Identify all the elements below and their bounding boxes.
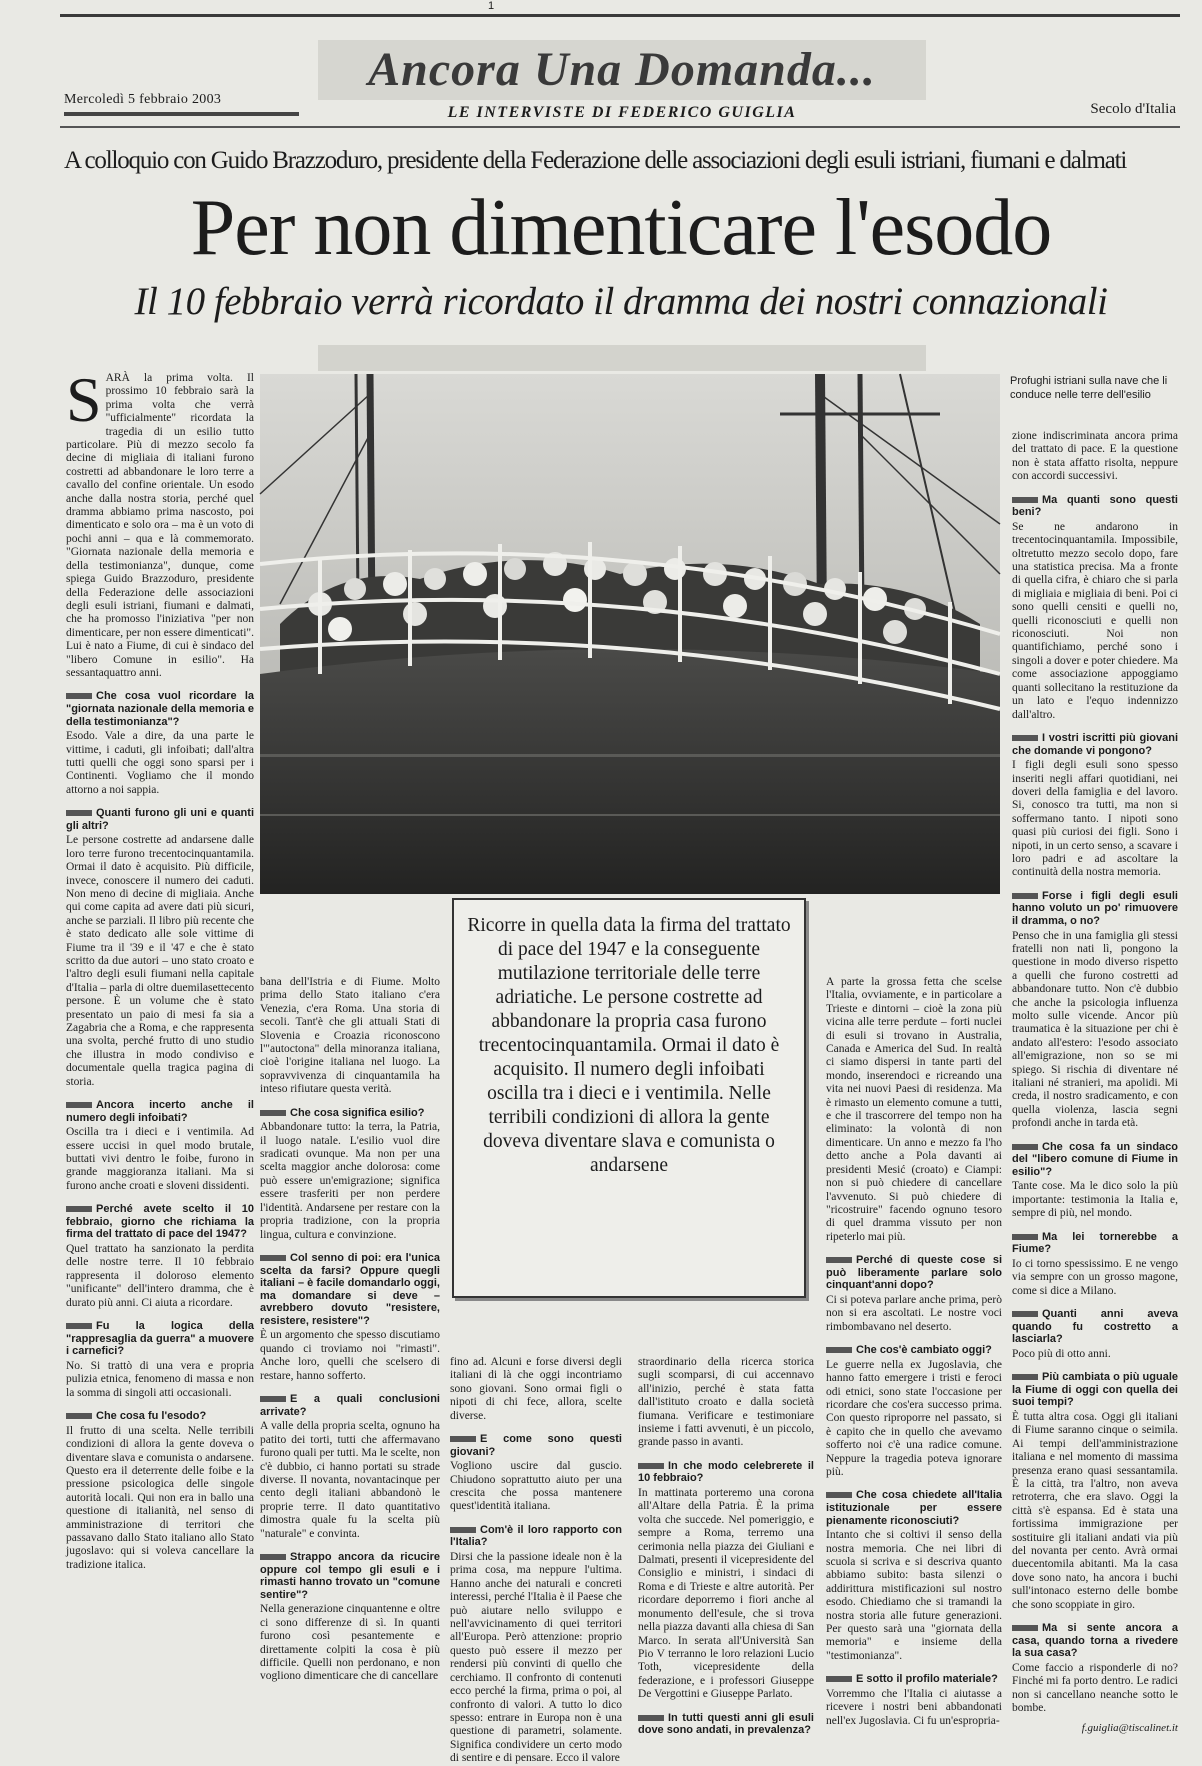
answer: I figli degli esuli sono spesso inseriti negli affari quotidiani, nei doveri della famiglia e del lavoro. Si, conosco tra tutti, ma non si soffermano tanto. I nipoti sono quasi più curiosi dei figli. Sono i nipoti, in un certo senso, a scavare i loro padri e ad ascoltare la continuità della nostra memoria.	[1012, 759, 1178, 879]
answer: Le guerre nella ex Jugoslavia, che hanno fatto emergere i tristi e feroci odi etnici, sono state l'occasione per ricordare che cos'era successo prima. Con questo riproporre nel passato, si è capito che in quello che avevamo sofferto noi c'è una radice comune. Neppure la tragedia poteva ignorare più.	[826, 1358, 1002, 1478]
question: E sotto il profilo materiale?	[826, 1673, 1002, 1686]
date-rule	[64, 112, 299, 116]
column-2	[260, 976, 440, 1744]
answer: Le persone costrette ad andarsene dalle loro terre furono trecentocinquantamila. Ormai il dato è acquisito. Più difficile, invece, conoscere il numero dei caduti. Non meno di decine di migliaia. Anche qui come capita ad avere dati più sicuri, anche se parziali. Il libro più recente che è stato dedicato alle sole vittime di Fiume tra il '39 e il '47 e che è stato scritto da due autori – uno stato croato e l'altro degli esuli fiumani nella capitale d'Italia – parla di oltre duemilasettecento persone. È un volume che è stato presentato un paio di mesi fa sia a Zagabria che a Roma, e che rappresenta una svolta, perché frutto di uno studio che illustra in modo condiviso e documentale quella tragica pagina di storia.	[66, 834, 254, 1088]
answer: Vorremmo che l'Italia ci aiutasse a ricevere i nostri beni abbandonati nell'ex Jugoslavia. Ci fu un'espropria-	[826, 1687, 1002, 1727]
answer: Dirsi che la passione ideale non è la prima cosa, ma neppure l'ultima. Hanno anche dei naturali e concreti interessi, perché l'Italia è il Paese che può aiutare nello sviluppo e nell'avvicinamento di quei territori all'Europa. Però attenzione: proprio questo può essere il mezzo per rendersi più convinti di quello che cerchiamo. Il confronto di contenuti ecco perché la firma, prima o poi, al confronto di valori. A tutto lo dico spesso: entrare in Europa non è una questione di parametri, solamente. Significa condividere un certo modo di sentire e di pensare. Ecco il valore	[450, 1551, 622, 1765]
question: Che cosa vuol ricordare la "giornata nazionale della memoria e della testimonianza"?	[66, 690, 254, 728]
question: Fu la logica della "rappresaglia da guerra" a muovere i carnefici?	[66, 1320, 254, 1358]
intro-paragraph: ARÀ la prima volta. Il prossimo 10 febbraio sarà la prima volta che verrà "ufficialmente" ricordata la tragedia di un esilio tutto particolare. Più di mezzo secolo fa decine di migliaia di italiani furono costretti ad abbandonare le loro terre a cavallo del confine orientale. Un esodo anche dalla nostra storia, perché quel dramma abbiamo prima nascosto, poi dimenticato e solo ora – ma è un voto di pochi anni – qua e là commemorato. "Giornata nazionale della memoria e della testimonianza", dunque, come spiega Guido Brazzoduro, presidente della Federazione delle associazioni degli esuli istriani, fiumani e dalmati, che ha promosso l'iniziativa "per non dimenticare, per non essere dimenticati". Lui è nato a Fiume, di cui è sindaco del "libero Comune in esilio". Ha sessantaquattro anni.	[66, 372, 254, 679]
answer: Io ci torno spessissimo. E ne vengo via sempre con un grosso magone, come si dice a Milano.	[1012, 1257, 1178, 1297]
question: Perché di queste cose si può liberamente parlare solo cinquant'anni dopo?	[826, 1254, 1002, 1292]
issue-date: Mercoledì 5 febbraio 2003	[64, 92, 222, 107]
answer: Poco più di otto anni.	[1012, 1347, 1111, 1360]
answer: Abbandonare tutto: la terra, la Patria, il luogo natale. L'esilio vuol dire sradicati ovunque. Ma non per una scelta maggior anche dolorosa: come può essere un'emigrazione; significa essere trasferiti per non perdere l'identità. Andarsene per restare con la propria tradizione, con la propria lingua, cultura e convinzione.	[260, 1121, 440, 1241]
question: Quanti anni aveva quando fu costretto a lasciarla?	[1012, 1308, 1178, 1346]
question: Col senno di poi: era l'unica scelta da farsi? Oppure quegli italiani – è facile domandarlo oggi, ma domandare si deve – avrebbero dovuto "resistere, resistere, resistere"?	[260, 1251, 440, 1327]
rubric-subtitle: LE INTERVISTE DI FEDERICO GUIGLIA	[447, 104, 797, 121]
paragraph: A parte la grossa fetta che scelse l'Italia, ovviamente, e in particolare a Trieste e dintorni – cioè la zona più vicina alle terre perdute – forti nuclei di esuli si trovano in Australia, Canada e America del Sud. In realtà ci siamo dispersi in tante parti del mondo, inserendoci e ricreando una vita nei nuovi Paesi di residenza. Ma è rimasto un elemento comune a tutti, e che il trascorrere del tempo non ha eliminato: la volontà di non dimenticare. Un anno e mezzo fa l'ho detto anche a Pola davanti ai presidenti Mesić (croato) e Ciampi: non si può chiedere di cancellare l'avvenuto. Si può chiedere di "ricostruire" facendo ognuno tesoro di quel dramma vissuto per non ripeterlo mai più.	[826, 976, 1002, 1243]
answer: Se ne andarono in trecentocinquantamila. Impossibile, oltretutto mezzo secolo dopo, fare una statistica precisa. Ma a fronte di quella cifra, è chiaro che si parla di migliaia e migliaia di beni. Poi ci sono quelli censiti e quelli no, quelli riconosciuti e quelli non riconosciuti. Noi non quantifichiamo, perché sono i singoli a dover e poter chiedere. Ma come associazione appoggiamo quanti sollecitano la restituzione da un lato e l'equo indennizzo dall'altro.	[1012, 520, 1178, 721]
question: Che cosa fu l'esodo?	[66, 1410, 254, 1423]
header-rule	[60, 126, 1180, 128]
pull-quote-box	[452, 898, 806, 1298]
question: I vostri iscritti più giovani che domande vi pongono?	[1012, 731, 1178, 757]
paragraph: bana dell'Istria e di Fiume. Molto prima dello Stato italiano c'era Venezia, c'era Roma. Una storia di secoli. Tant'è che gli attuali Stati di Slovenia e Croazia riconoscono l'"autoctona" della minoranza italiana, cioè l'origine italiana nel luogo. La sopravvivenza di cinquantamila ha inteso rifiutare questa verità.	[260, 976, 440, 1096]
answer: Penso che in una famiglia gli stessi fratelli non nati lì, pongono la questione in modo diverso rispetto a quelli che furono costretti ad abbandonare tutto. Non c'è dubbio che anche la psicologia influenza molto sulle vicende. Ancor più traumatica è la situazione per chi è andato all'estero: l'esodo associato all'emigrazione, non so se mi spiego. Si rischia di diventare né italiani né stranieri, ma apolidi. Mi creda, il nostro sradicamento, e con quella violenza, lascia segni profondi anche in tarda età.	[1012, 929, 1178, 1130]
answer: Il frutto di una scelta. Nelle terribili condizioni di allora la gente doveva o diventare slava e comunista o andarsene. Questo era il deterrente delle foibe e la pressione psicologica delle singole autorità locali. Qui non era in ballo una questione di italianità, nel senso di amministrazione di territori che passavano dallo Stato italiano allo Stato jugoslavo: qui si voleva cancellare la tradizione italica.	[66, 1424, 254, 1571]
answer: Tante cose. Ma le dico solo la più importante: testimonia la Italia e, sempre di più, nel mondo.	[1012, 1180, 1178, 1220]
question: E come sono questi giovani?	[450, 1433, 622, 1458]
answer: Come faccio a risponderle di no? Finché mi fa porto dentro. Le radici non si cancellano neanche sotto le bombe.	[1012, 1661, 1178, 1715]
question: Ma si sente ancora a casa, quando torna a rivedere la sua casa?	[1012, 1622, 1178, 1660]
question: Che cosa significa esilio?	[260, 1107, 440, 1120]
answer: Nella generazione cinquantenne e oltre ci sono differenze di sì. In quanti furono così pesantemente e direttamente colpiti la cosa è più difficile. Quelli non perdonano, e non vogliono dimenticare che di cancellare	[260, 1603, 440, 1683]
answer: Vogliono uscire dal guscio. Chiudono soprattutto aiuto per una crescita che possa mantenere quest'identità italiana.	[450, 1460, 622, 1513]
answer: No. Si trattò di una vera e propria pulizia etnica, fenomeno di massa e non la somma di singoli atti occasionali.	[66, 1359, 254, 1399]
pull-quote: Ricorre in quella data la firma del trattato di pace del 1947 e la conseguente mutilazione territoriale delle terre adriatiche. Le persone costrette ad abbandonare la propria casa furono trecentocinquantamila. Ormai il dato è acquisito. Il numero degli infoibati oscilla tra i dieci e i ventimila. Nelle terribili condizioni di allora la gente doveva diventare slava e comunista o andarsene	[467, 915, 791, 1176]
question: Che cosa fa un sindaco del "libero comune di Fiume in esilio"?	[1012, 1140, 1178, 1178]
kicker: A colloquio con Guido Brazzoduro, presidente della Federazione delle associazioni degli esuli istriani, fiumani e dalmati	[64, 147, 1127, 174]
title-shade-band	[318, 345, 926, 371]
question: Forse i figli degli esuli hanno voluto un po' rimuovere il dramma, o no?	[1012, 889, 1178, 927]
column-5	[826, 976, 1002, 1744]
rubric-title	[318, 40, 926, 100]
answer: Ci si poteva parlare anche prima, però non si era ascoltati. Le nostre voci rimbombavano nel deserto.	[826, 1293, 1002, 1333]
question: Strappo ancora da ricucire oppure col tempo gli esuli e i rimasti hanno trovato un "comune sentire"?	[260, 1550, 440, 1601]
question: Ancora incerto anche il numero degli infoibati?	[66, 1099, 254, 1124]
answer: Intanto che si coltivi il senso della nostra memoria. Che nei libri di scuola si scriva e si descriva quanto abbiamo subito: basta silenzi o addirittura mistificazioni sul nostro esodo. Chiediamo che si tramandi la nostra storia alle future generazioni. Per questo sarà una "giornata della memoria" e insieme della "testimonianza".	[826, 1529, 1002, 1662]
ship-photo	[260, 374, 1000, 894]
answer: Esodo. Vale a dire, da una parte le vittime, i caduti, gli infoibati; dall'altra tutti quelli che oggi sono sparsi per i Continenti. Vogliamo che il mondo attorno a noi sappia.	[66, 730, 254, 796]
question: Ma lei tornerebbe a Fiume?	[1012, 1230, 1178, 1256]
answer: Oscilla tra i dieci e i ventimila. Ad essere uccisi in quel modo brutale, buttati vivi dentro le foibe, furono in grande maggioranza italiani. Ma si furono anche croati e sloveni dissidenti.	[66, 1126, 254, 1192]
question: E a quali conclusioni arrivate?	[260, 1393, 440, 1418]
column-4	[638, 1356, 814, 1744]
question: In che modo celebrerete il 10 febbraio?	[638, 1459, 814, 1485]
paragraph: fino ad. Alcuni e forse diversi degli italiani di là che oggi incontriamo sono giovani. Sono ormai figli o nipoti di chi fece, allora, scelte diverse.	[450, 1356, 622, 1422]
column-6	[1012, 430, 1178, 1716]
question: Ma quanti sono questi beni?	[1012, 493, 1178, 519]
question: Quanti furono gli uni e quanti gli altri?	[66, 807, 254, 832]
question: Perché avete scelto il 10 febbraio, giorno che richiama la firma del trattato di pace del 1947?	[66, 1203, 254, 1241]
question: Che cos'è cambiato oggi?	[826, 1344, 1002, 1357]
ship-photo-drawing	[260, 374, 1000, 894]
answer: È un argomento che spesso discutiamo quando ci troviamo noi "rimasti". Anche loro, quelli che scelsero di restare, hanno sofferto.	[260, 1329, 440, 1382]
page-number: 1	[488, 0, 495, 12]
photo-caption: Profughi istriani sulla nave che li conduce nelle terre dell'esilio	[1010, 375, 1168, 401]
question: Com'è il loro rapporto con l'Italia?	[450, 1523, 622, 1549]
column-1	[66, 364, 254, 1744]
paragraph: zione indiscriminata ancora prima del trattato di pace. E la questione non è stata affatto risolta, neppure con accordi successivi.	[1012, 430, 1178, 483]
question: Che cosa chiedete all'Italia istituzionale per essere pienamente riconosciuti?	[826, 1489, 1002, 1527]
top-rule	[60, 14, 1180, 17]
answer: A valle della propria scelta, ognuno ha patito dei torti, tutti che affermavano furono quali per tutti. Ma le scelte, non c'è dubbio, ci hanno portati su strade diverse. Il novanta, novantacinque per cento degli italiani abbandonò le proprie terre. Il dato quantitativo dimostra quale fu la scelta più "naturale" e convinta.	[260, 1420, 440, 1540]
subheadline: Il 10 febbraio verrà ricordato il dramma dei nostri connazionali	[134, 280, 1108, 323]
author-signature: f.guiglia@tiscalinet.it	[1081, 1722, 1178, 1734]
headline: Per non dimenticare l'esodo	[190, 184, 1052, 272]
answer: È tutta altra cosa. Oggi gli italiani di Fiume saranno cinque o seimila. Ai tempi dell'amministrazione italiana e nel momento di massima presenza erano quasi sessantamila. È la città, tra l'altro, non aveva retroterra, che era slavo. Oggi la città s'è espansa. Ed è stata una fortissima immigrazione per sostituire gli italiani andati via più del novanta per cento. Avrà ormai duecentomila abitanti. Ma la casa dove sono nato, ha ancora i buchi sull'intonaco esterno delle bombe che sono scoppiate in giro.	[1012, 1411, 1178, 1611]
answer: Quel trattato ha sanzionato la perdita delle nostre terre. Il 10 febbraio rappresenta il doloroso elemento "unificante" dell'intero dramma, che è durato più anni. Ci aiuta a ricordare.	[66, 1243, 254, 1309]
newspaper-name: Secolo d'Italia	[1090, 101, 1176, 117]
rubric-title-text: Ancora Una Domanda...	[368, 43, 876, 96]
drop-cap: S	[66, 364, 102, 435]
column-3	[450, 1356, 622, 1765]
paragraph: straordinario della ricerca storica sugli scomparsi, di cui accennavo all'inizio, perché è stata fatta dall'istituto croato e dalla società fiumana. Verificare e testimoniare insieme i fatti avvenuti, è un piccolo, grande passo in avanti.	[638, 1356, 814, 1449]
answer: In mattinata porteremo una corona all'Altare della Patria. È la prima volta che succede. Nel pomeriggio, e sempre a Roma, terremo una cerimonia nella piazza dei Giuliani e Dalmati, presenti il vicepresidente del Consiglio e ministri, i sindaci di Roma e di Trieste e altre autorità. Per ricordare deporremo i fiori anche al monumento dell'esule, che si trova nella piazza davanti alla chiesa di San Marco. In serata all'Università San Pio V terranno le loro relazioni Lucio Toth, vicepresidente della federazione, e i professori Giuseppe De Vergottini e Giuseppe Parlato.	[638, 1487, 814, 1701]
question: Più cambiata o più uguale la Fiume di oggi con quella dei suoi tempi?	[1012, 1371, 1178, 1409]
question: In tutti questi anni gli esuli dove sono andati, in prevalenza?	[638, 1711, 814, 1737]
